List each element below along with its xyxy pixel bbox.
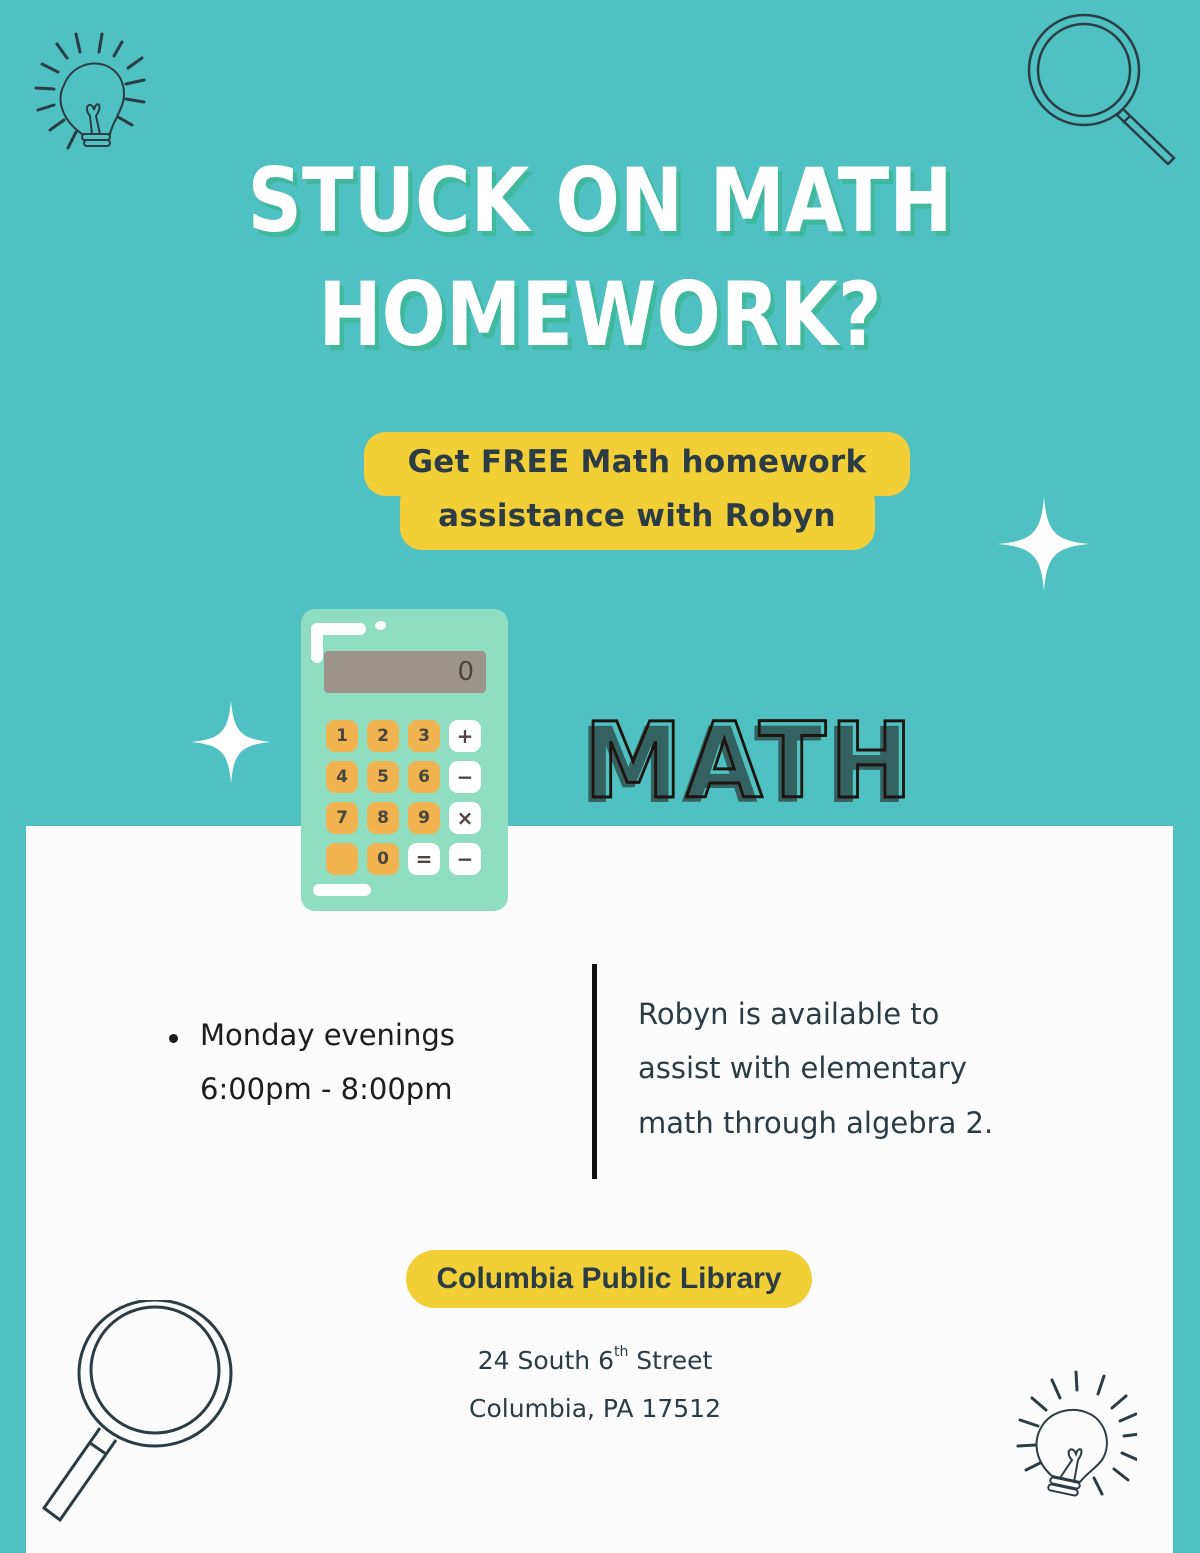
calculator-key: 0	[367, 843, 399, 875]
calculator-key: 7	[326, 802, 358, 834]
calculator-key: 2	[367, 720, 399, 752]
ordinal-suffix: th	[613, 1344, 629, 1360]
calculator-key-blank	[326, 843, 358, 875]
street-number: 24 South 6	[477, 1346, 614, 1375]
calculator-key-equals: =	[408, 843, 440, 875]
calculator-key-minus: −	[449, 843, 481, 875]
description-line-3: math through algebra 2.	[638, 1106, 994, 1140]
calculator-key-times: ×	[449, 802, 481, 834]
calculator-key: 1	[326, 720, 358, 752]
subtitle-badge	[364, 432, 910, 552]
sparkle-icon	[191, 701, 271, 783]
city-state-zip: Columbia, PA 17512	[469, 1394, 721, 1423]
subtitle-line-2: assistance with Robyn	[438, 498, 836, 534]
magnifying-glass-icon	[1026, 12, 1181, 167]
lightbulb-icon	[32, 30, 162, 155]
headline-line-2: HOMEWORK?	[318, 263, 882, 366]
calculator-key-plus: +	[449, 720, 481, 752]
description-line-2: assist with elementary	[638, 1051, 967, 1085]
street-name: Street	[628, 1346, 713, 1375]
calculator-key: 3	[408, 720, 440, 752]
calculator-key: 5	[367, 761, 399, 793]
library-name-badge: Columbia Public Library	[406, 1250, 812, 1308]
calculator-key: 8	[367, 802, 399, 834]
lightbulb-icon	[1002, 1368, 1137, 1498]
bullet-point	[169, 1034, 178, 1043]
calculator-illustration	[301, 609, 508, 911]
vertical-divider	[592, 964, 597, 1179]
sparkle-icon	[998, 497, 1090, 591]
calculator-key: 6	[408, 761, 440, 793]
schedule-day: Monday evenings	[200, 1018, 455, 1052]
calculator-key: 9	[408, 802, 440, 834]
calculator-display: 0	[324, 651, 486, 693]
math-word-art: MATH	[584, 700, 917, 822]
subtitle-line-1: Get FREE Math homework	[407, 444, 867, 480]
calculator-key-minus: −	[449, 761, 481, 793]
description-line-1: Robyn is available to	[638, 997, 940, 1031]
magnifying-glass-icon	[40, 1300, 240, 1525]
headline-line-1: STUCK ON MATH	[247, 149, 953, 252]
schedule-time: 6:00pm - 8:00pm	[200, 1072, 453, 1106]
calculator-key: 4	[326, 761, 358, 793]
